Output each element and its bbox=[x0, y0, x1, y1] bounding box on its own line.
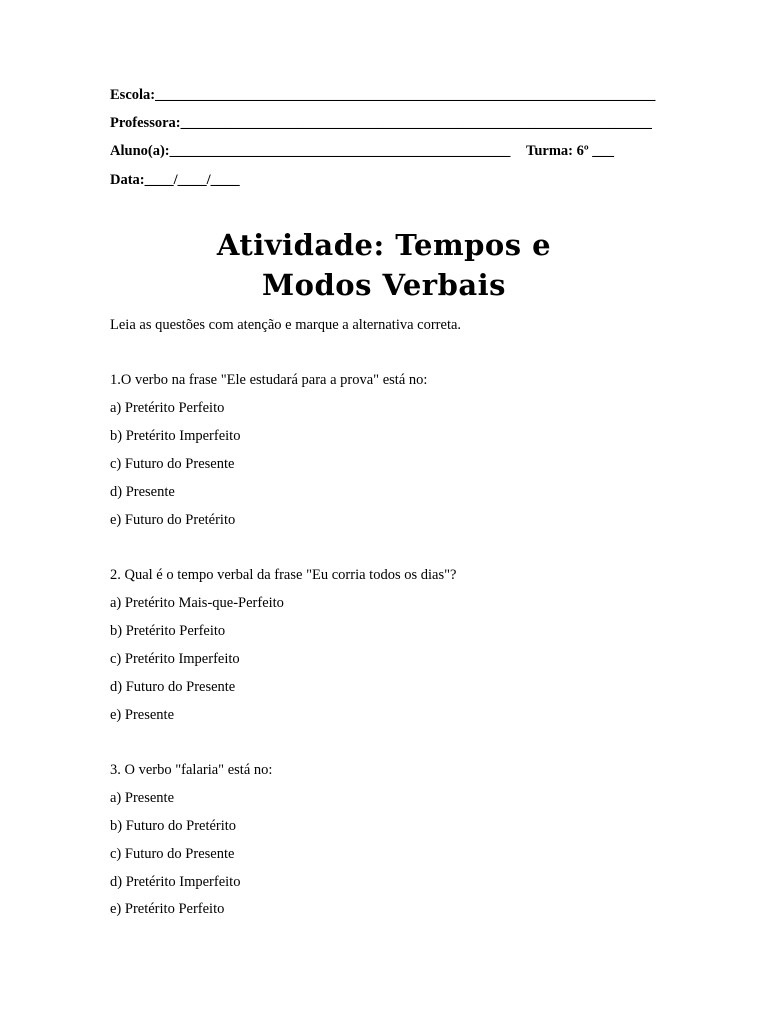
page-title-line-2: Modos Verbais bbox=[262, 268, 506, 302]
question-3-option-c: c) Futuro do Presente bbox=[110, 846, 235, 862]
class-field: Turma: 6º ___ bbox=[526, 143, 615, 159]
question-2-option-d: d) Futuro do Presente bbox=[110, 679, 236, 695]
question-1-prompt: 1.O verbo na frase "Ele estudará para a prova" está no: bbox=[110, 372, 428, 388]
question-1-option-e: e) Futuro do Pretérito bbox=[110, 512, 236, 528]
page-title-line-1: Atividade: Tempos e bbox=[216, 228, 552, 262]
school-field: Escola:_____________________________________________________________________ bbox=[110, 87, 656, 103]
student-field: Aluno(a):_______________________________________________ bbox=[110, 143, 511, 159]
question-3-option-b: b) Futuro do Pretérito bbox=[110, 818, 237, 834]
question-2-option-a: a) Pretérito Mais-que-Perfeito bbox=[110, 595, 284, 611]
question-3-option-a: a) Presente bbox=[110, 790, 175, 806]
question-1-option-c: c) Futuro do Presente bbox=[110, 456, 235, 472]
question-1-option-a: a) Pretérito Perfeito bbox=[110, 400, 225, 416]
question-2-prompt: 2. Qual é o tempo verbal da frase "Eu corria todos os dias"? bbox=[110, 567, 457, 583]
date-field: Data:____/____/____ bbox=[110, 172, 240, 188]
question-1-option-d: d) Presente bbox=[110, 484, 175, 500]
question-2-option-e: e) Presente bbox=[110, 707, 175, 723]
question-2-option-c: c) Pretérito Imperfeito bbox=[110, 651, 240, 667]
question-3-prompt: 3. O verbo "falaria" está no: bbox=[110, 762, 273, 778]
teacher-field: Professora:_________________________________________________________________ bbox=[110, 115, 652, 131]
instructions: Leia as questões com atenção e marque a alternativa correta. bbox=[110, 317, 462, 333]
question-3-option-e: e) Pretérito Perfeito bbox=[110, 901, 225, 917]
question-1-option-b: b) Pretérito Imperfeito bbox=[110, 428, 241, 444]
question-2-option-b: b) Pretérito Perfeito bbox=[110, 623, 226, 639]
question-3-option-d: d) Pretérito Imperfeito bbox=[110, 874, 241, 890]
